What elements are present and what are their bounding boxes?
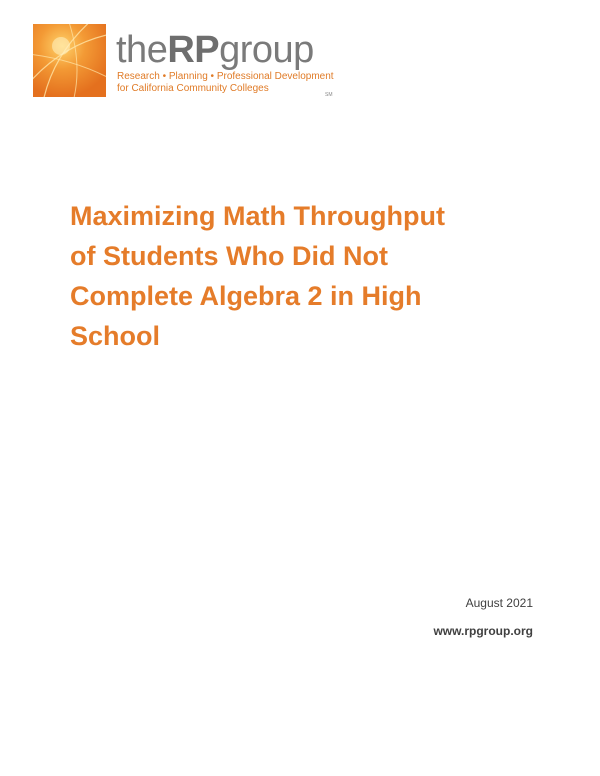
rp-group-logo [33, 24, 343, 104]
logo-wordmark-prefix: the [116, 29, 168, 71]
logo-emblem-icon [33, 24, 106, 97]
report-title-line: of Students Who Did Not [70, 241, 388, 271]
publication-date: August 2021 [465, 596, 533, 610]
logo-tagline-line2: for California Community Colleges [117, 83, 269, 94]
report-title-line: Complete Algebra 2 in High [70, 281, 422, 311]
report-title [70, 196, 510, 356]
website-url: www.rpgroup.org [433, 624, 533, 638]
report-title-line: School [70, 321, 161, 351]
logo-tagline-line1: Research • Planning • Professional Development [117, 71, 334, 82]
logo-wordmark-emphasis: RP [167, 29, 220, 71]
logo-tagline [117, 71, 334, 95]
logo-wordmark-suffix: group [219, 29, 314, 71]
report-title-line: Maximizing Math Throughput [70, 201, 445, 231]
logo-wordmark [116, 30, 314, 70]
service-mark: SM [325, 92, 333, 98]
